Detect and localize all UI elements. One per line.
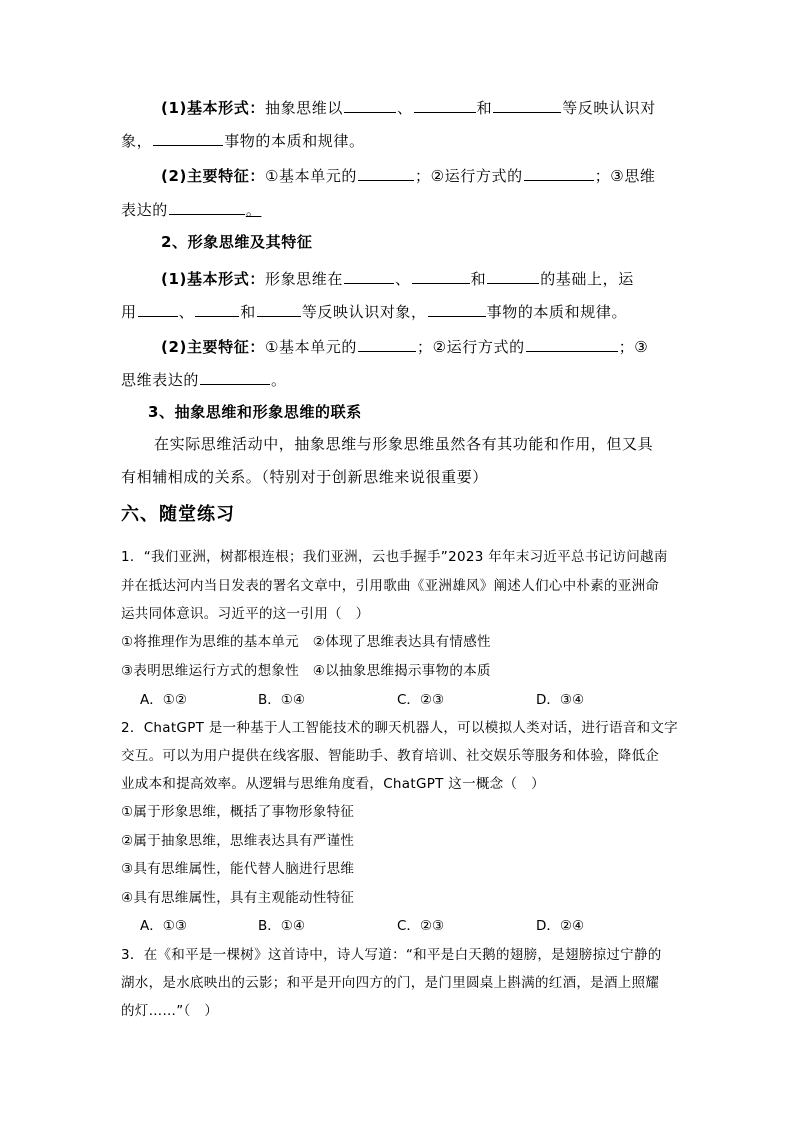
text: 、 bbox=[396, 99, 413, 117]
abstract-feature-line-1 bbox=[161, 167, 656, 184]
q2-stem-line-1: 2．ChatGPT 是一种基于人工智能技术的聊天机器人，可以模拟人类对话，进行语音和文字 bbox=[121, 720, 678, 736]
fill-blank[interactable] bbox=[358, 338, 416, 352]
q1-option-d[interactable]: D．③④ bbox=[536, 692, 585, 708]
text: 。 bbox=[271, 371, 287, 389]
q3-stem-line-1: 3．在《和平是一棵树》这首诗中，诗人写道：“和平是白天鹅的翅膀，是翅膀掠过宁静的 bbox=[121, 947, 662, 963]
fill-blank[interactable] bbox=[138, 303, 178, 317]
q2-statement-3: ③具有思维属性，能代替人脑进行思维 bbox=[121, 861, 355, 877]
fill-blank[interactable] bbox=[428, 303, 486, 317]
fill-blank[interactable] bbox=[493, 99, 561, 113]
fill-blank[interactable] bbox=[412, 270, 470, 284]
text: 和 bbox=[240, 303, 256, 321]
image-form-line-1 bbox=[161, 270, 634, 287]
subheading-image-thinking: 2、形象思维及其特征 bbox=[161, 233, 313, 251]
text: ①基本单元的 bbox=[264, 167, 358, 185]
item-number: (1) bbox=[161, 99, 187, 117]
q1-statement-3-4: ③表明思维运行方式的想象性 ④以抽象思维揭示事物的本质 bbox=[121, 663, 491, 679]
text: ；③思维 bbox=[594, 167, 656, 185]
fill-blank[interactable] bbox=[153, 132, 223, 146]
text: 表达的 bbox=[121, 201, 168, 219]
q1-statement-1-2: ①将推理作为思维的基本单元 ②体现了思维表达具有情感性 bbox=[121, 634, 491, 650]
fill-blank[interactable] bbox=[344, 270, 394, 284]
q2-stem-line-3: 业成本和提高效率。从逻辑与思维角度看，ChatGPT 这一概念（ ） bbox=[121, 776, 545, 792]
text: 。 bbox=[245, 201, 262, 219]
text: ；②运行方式的 bbox=[417, 338, 525, 356]
text: 事物的本质和规律。 bbox=[486, 303, 628, 321]
abstract-feature-line-2 bbox=[121, 201, 261, 218]
q2-statement-2: ②属于抽象思维，思维表达具有严谨性 bbox=[121, 833, 355, 849]
text: 、 bbox=[178, 303, 195, 321]
q1-stem-line-3: 运共同体意识。习近平的这一引用（ ） bbox=[121, 606, 370, 622]
q2-option-d[interactable]: D．②④ bbox=[536, 918, 585, 934]
section-title-practice: 六、随堂练习 bbox=[121, 504, 235, 525]
fill-blank[interactable] bbox=[200, 371, 270, 385]
text: 用 bbox=[121, 303, 137, 321]
fill-blank[interactable] bbox=[257, 303, 301, 317]
q2-statement-4: ④具有思维属性，具有主观能动性特征 bbox=[121, 890, 355, 906]
q1-option-c[interactable]: C．②③ bbox=[397, 692, 445, 708]
q1-option-b[interactable]: B．①④ bbox=[258, 692, 305, 708]
text: 、 bbox=[394, 270, 411, 288]
q2-option-a[interactable]: A．①③ bbox=[140, 918, 187, 934]
subheading-relation: 3、抽象思维和形象思维的联系 bbox=[148, 403, 362, 421]
abstract-form-line-2 bbox=[121, 132, 365, 149]
image-feature-line-1 bbox=[161, 338, 648, 355]
item-number: (2) bbox=[161, 338, 187, 356]
q2-statement-1: ①属于形象思维，概括了事物形象特征 bbox=[121, 804, 355, 820]
q1-option-a[interactable]: A．①② bbox=[140, 692, 187, 708]
text: 思维表达的 bbox=[121, 371, 200, 389]
image-feature-line-2 bbox=[121, 371, 287, 388]
item-label: 基本形式： bbox=[186, 99, 265, 117]
fill-blank[interactable] bbox=[524, 167, 594, 181]
text: 等反映认识对 bbox=[562, 99, 656, 117]
fill-blank[interactable] bbox=[169, 201, 245, 215]
abstract-form-line-1 bbox=[161, 99, 656, 116]
item-label: 主要特征： bbox=[186, 167, 265, 185]
q1-stem-line-1: 1．“我们亚洲，树都根连根；我们亚洲，云也手握手”2023 年年末习近平总书记访问越南 bbox=[121, 549, 668, 565]
q3-stem-line-2: 湖水，是水底映出的云影；和平是开向四方的门，是门里圆桌上斟满的红酒，是酒上照耀 bbox=[121, 975, 660, 991]
fill-blank[interactable] bbox=[195, 303, 239, 317]
text: 等反映认识对象， bbox=[301, 303, 427, 321]
text: 的基础上，运 bbox=[540, 270, 634, 288]
item-number: (2) bbox=[161, 167, 187, 185]
item-number: (1) bbox=[161, 270, 187, 288]
fill-blank[interactable] bbox=[487, 270, 539, 284]
text: ；②运行方式的 bbox=[415, 167, 523, 185]
q3-stem-line-3: 的灯……”（ ） bbox=[121, 1003, 219, 1019]
image-form-line-2 bbox=[121, 303, 627, 320]
text: 事物的本质和规律。 bbox=[224, 132, 365, 150]
q2-option-c[interactable]: C．②③ bbox=[397, 918, 445, 934]
text: ①基本单元的 bbox=[264, 338, 358, 356]
text: 形象思维在 bbox=[264, 270, 343, 288]
fill-blank[interactable] bbox=[414, 99, 476, 113]
relation-paragraph-line-1: 在实际思维活动中，抽象思维与形象思维虽然各有其功能和作用，但又具 bbox=[154, 435, 654, 453]
fill-blank[interactable] bbox=[526, 338, 618, 352]
q1-stem-line-2: 并在抵达河内当日发表的署名文章中，引用歌曲《亚洲雄风》阐述人们心中朴素的亚洲命 bbox=[121, 578, 660, 594]
relation-paragraph-line-2: 有相辅相成的关系。（特别对于创新思维来说很重要） bbox=[121, 468, 488, 486]
fill-blank[interactable] bbox=[344, 99, 396, 113]
q2-option-b[interactable]: B．①④ bbox=[258, 918, 305, 934]
q2-stem-line-2: 交互。可以为用户提供在线客服、智能助手、教育培训、社交娱乐等服务和体验，降低企 bbox=[121, 748, 660, 764]
text: ；③ bbox=[618, 338, 649, 356]
text: 象， bbox=[121, 132, 153, 150]
fill-blank[interactable] bbox=[358, 167, 414, 181]
item-label: 基本形式： bbox=[186, 270, 265, 288]
text: 抽象思维以 bbox=[264, 99, 343, 117]
text: 和 bbox=[470, 270, 487, 288]
item-label: 主要特征： bbox=[186, 338, 265, 356]
text: 和 bbox=[476, 99, 493, 117]
